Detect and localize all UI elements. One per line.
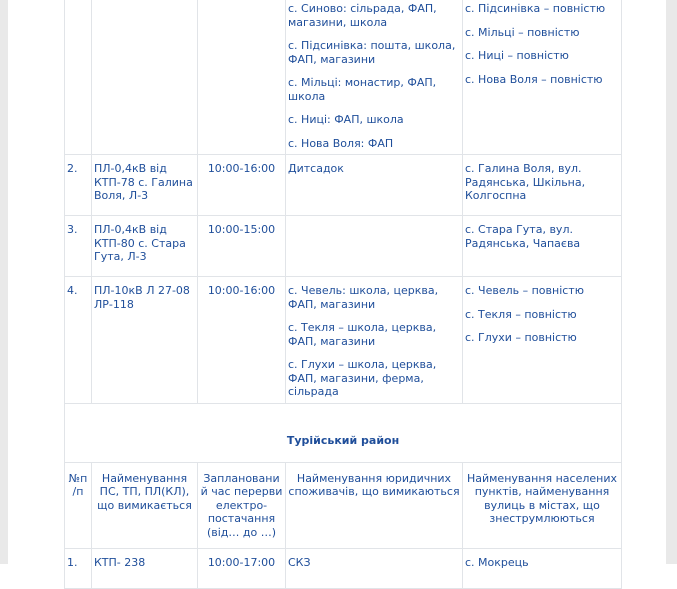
settlements-cell: с. Галина Воля, вул. Радянська, Шкільна, Колгоспна [463, 155, 622, 216]
consumers-cell: СКЗ [286, 548, 463, 588]
settlement-item: с. Текля – повністю [465, 307, 577, 321]
line-cell: ПЛ-0,4кВ від КТП-78 с. Галина Воля, Л-3 [92, 155, 198, 216]
row-number-cell: 1. [65, 548, 92, 588]
time-cell: 10:00-16:00 [198, 277, 286, 404]
line-cell: КТП- 238 [92, 548, 198, 588]
consumer-item: с. Чевель: школа, церква, ФАП, магазини [288, 284, 439, 311]
header-row [65, 462, 622, 548]
consumer-item: с. Підсинівка: пошта, школа, ФАП, магазини [288, 39, 456, 66]
row-number-cell: 3. [65, 216, 92, 277]
table-row [65, 155, 622, 216]
settlements-cell [463, 0, 622, 155]
row-number-cell [65, 0, 92, 155]
consumers-cell [286, 216, 463, 277]
consumers-cell [286, 0, 463, 155]
time-cell: 10:00-15:00 [198, 216, 286, 277]
left-frame [0, 0, 8, 564]
header-settlements: Найменування населених пунктів, найменування вулиць в містах, що знеструмлюються [463, 462, 622, 548]
time-cell: 10:00-16:00 [198, 155, 286, 216]
line-cell: ПЛ-10кВ Л 27-08 ЛР-118 [92, 277, 198, 404]
header-line: Найменування ПС, ТП, ПЛ(КЛ), що вимикається [92, 462, 198, 548]
header-time: Запланований час перерви електро-постачання (від… до …) [198, 462, 286, 548]
settlement-item: с. Чевель – повністю [465, 284, 584, 297]
settlement-item: с. Мільці – повністю [465, 25, 580, 39]
consumer-item: с. Текля – школа, церква, ФАП, магазини [288, 321, 437, 348]
settlement-item: с. Ниці – повністю [465, 49, 569, 62]
table-row [65, 216, 622, 277]
consumer-item: с. Мільці: монастир, ФАП, школа [288, 76, 437, 103]
consumer-item: с. Ниці: ФАП, школа [288, 113, 404, 126]
row-number-cell: 4. [65, 277, 92, 404]
consumers-cell: Дитсадок [286, 155, 463, 216]
settlement-item: с. Нова Воля – повністю [465, 72, 603, 86]
right-frame [666, 0, 677, 564]
district-heading: Турійський район [65, 403, 622, 462]
consumer-item: с. Нова Воля: ФАП [288, 136, 394, 150]
settlement-item: с. Підсинівка – повністю [465, 2, 606, 15]
time-cell: 10:00-17:00 [198, 548, 286, 588]
row-number-cell: 2. [65, 155, 92, 216]
header-consumers: Найменування юридичних споживачів, що вимикаються [286, 462, 463, 548]
header-number: №п/п [65, 462, 92, 548]
consumers-cell [286, 277, 463, 404]
consumer-item: с. Синово: сільрада, ФАП, магазини, школа [288, 2, 437, 29]
line-cell: ПЛ-0,4кВ від КТП-80 с. Стара Гута, Л-3 [92, 216, 198, 277]
settlement-item: с. Глухи – повністю [465, 331, 577, 344]
line-cell [92, 0, 198, 155]
time-cell [198, 0, 286, 155]
table-row [65, 548, 622, 588]
settlements-cell: с. Мокрець [463, 548, 622, 588]
table-row [65, 0, 622, 155]
settlements-cell [463, 277, 622, 404]
consumer-item: с. Глухи – школа, церква, ФАП, магазини, ферма, сільрада [288, 358, 437, 398]
district-row [65, 403, 622, 462]
table-row [65, 277, 622, 404]
outage-schedule-table [64, 0, 622, 589]
settlements-cell: с. Стара Гута, вул. Радянська, Чапаєва [463, 216, 622, 277]
